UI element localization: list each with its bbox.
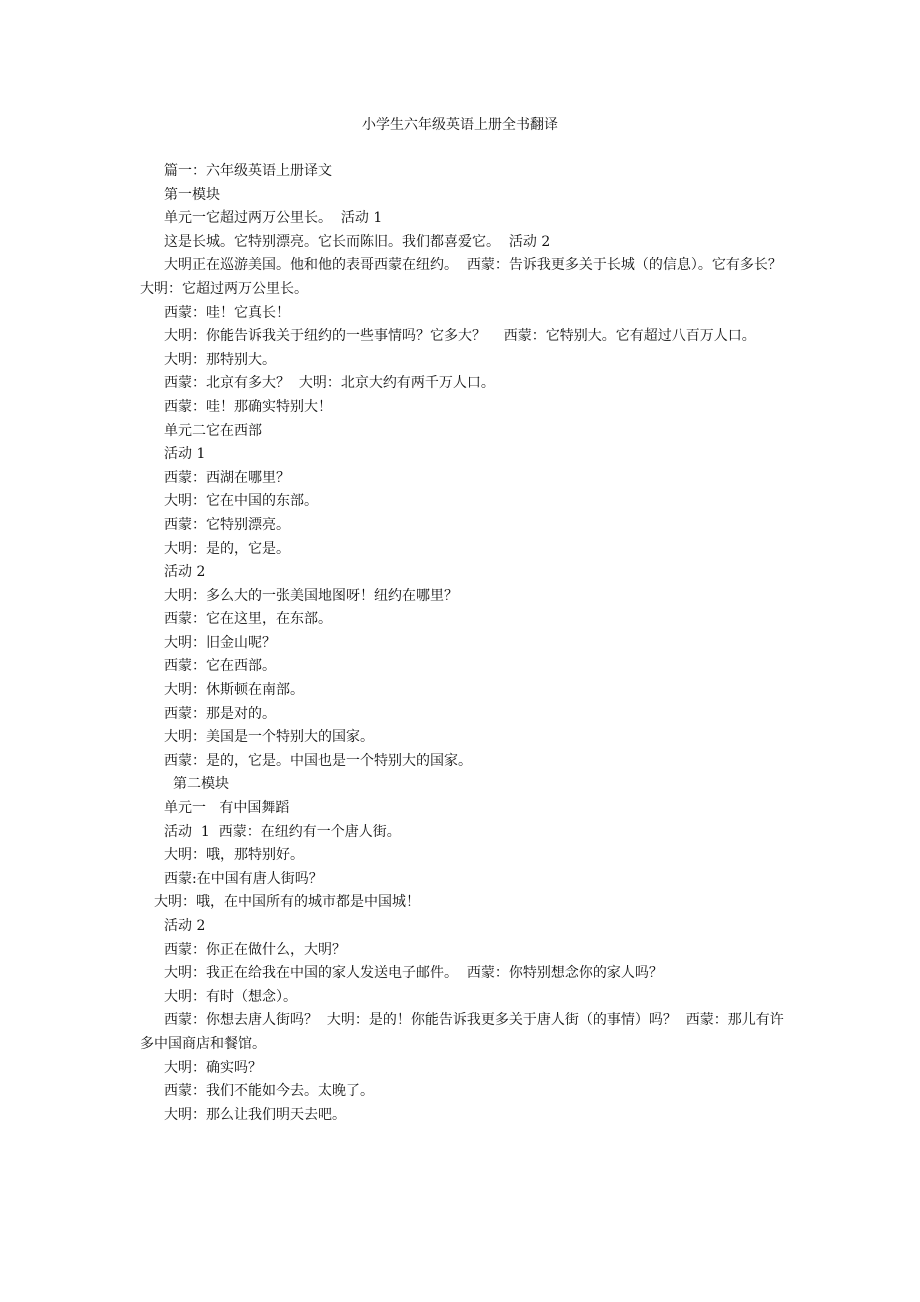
dialogue-line: 西蒙:在中国有唐人街吗？	[164, 870, 323, 887]
dialogue-line: 西蒙：哇！它真长！	[164, 304, 290, 321]
module-heading: 第一模块	[164, 186, 220, 203]
activity-heading: 活动 1 西蒙：在纽约有一个唐人街。	[164, 823, 401, 840]
dialogue-line: 大明：多么大的一张美国地图呀！纽约在哪里？	[164, 587, 458, 604]
dialogue-line: 大明：哦，在中国所有的城市都是中国城！	[154, 894, 420, 911]
paragraph: 大明：你能告诉我关于纽约的一些事情吗？它多大？ 西蒙：它特别大。它有超过八百万人口。	[164, 328, 756, 345]
dialogue-line: 西蒙：是的，它是。中国也是一个特别大的国家。	[164, 752, 472, 769]
document-body	[140, 160, 791, 1127]
document-title: 小学生六年级英语上册全书翻译	[362, 117, 558, 133]
paragraph: 大明正在巡游美国。他和他的表哥西蒙在纽约。 西蒙：告诉我更多关于长城（的信息）。它有多长？ 大明：它超过两万公里长。	[140, 257, 791, 297]
dialogue-line: 西蒙：它在西部。	[164, 658, 276, 675]
dialogue-line: 大明：有时（想念）。	[164, 988, 297, 1005]
dialogue-line: 大明：是的，它是。	[164, 540, 290, 557]
dialogue-line: 大明：旧金山呢？	[164, 634, 276, 651]
dialogue-line: 大明：确实吗？	[164, 1059, 262, 1076]
paragraph: 西蒙：你想去唐人街吗？ 大明：是的！你能告诉我更多关于唐人街（的事情）吗？ 西蒙：那儿有许多中国商店和餐馆。	[140, 1012, 784, 1052]
dialogue-line: 西蒙：西湖在哪里？	[164, 469, 290, 486]
dialogue-line: 西蒙：它特别漂亮。	[164, 516, 290, 533]
dialogue-line: 西蒙：哇！那确实特别大！	[164, 398, 332, 415]
dialogue-line: 大明：那特别大。	[164, 351, 276, 368]
dialogue-line: 西蒙：你正在做什么，大明？	[164, 941, 346, 958]
unit-heading: 单元一 有中国舞蹈	[164, 800, 290, 817]
dialogue-line: 大明：它在中国的东部。	[164, 493, 318, 510]
dialogue-line: 大明：哦，那特别好。	[164, 847, 304, 864]
dialogue-line: 大明：美国是一个特别大的国家。	[164, 729, 374, 746]
dialogue-line: 大明：休斯顿在南部。	[164, 682, 304, 699]
dialogue-line: 大明：我正在给我在中国的家人发送电子邮件。 西蒙：你特别想念你的家人吗？	[164, 965, 663, 982]
dialogue-line: 西蒙：那是对的。	[164, 705, 276, 722]
section-heading: 篇一：六年级英语上册译文	[164, 163, 332, 179]
dialogue-line: 西蒙：它在这里，在东部。	[164, 611, 332, 628]
dialogue-line: 大明：那么让我们明天去吧。	[164, 1106, 346, 1123]
module-heading: 第二模块	[173, 776, 229, 793]
dialogue-line: 西蒙：我们不能如今去。太晚了。	[164, 1083, 374, 1100]
dialogue-line: 西蒙：北京有多大？ 大明：北京大约有两千万人口。	[164, 375, 495, 392]
activity-heading: 活动 1	[164, 446, 206, 463]
unit-heading: 单元二它在西部	[164, 422, 262, 439]
unit-heading: 单元一它超过两万公里长。 活动 1	[164, 210, 383, 227]
paragraph: 这是长城。它特别漂亮。它长而陈旧。我们都喜爱它。 活动 2	[164, 233, 551, 250]
activity-heading: 活动 2	[164, 564, 206, 581]
activity-heading: 活动 2	[164, 918, 206, 934]
